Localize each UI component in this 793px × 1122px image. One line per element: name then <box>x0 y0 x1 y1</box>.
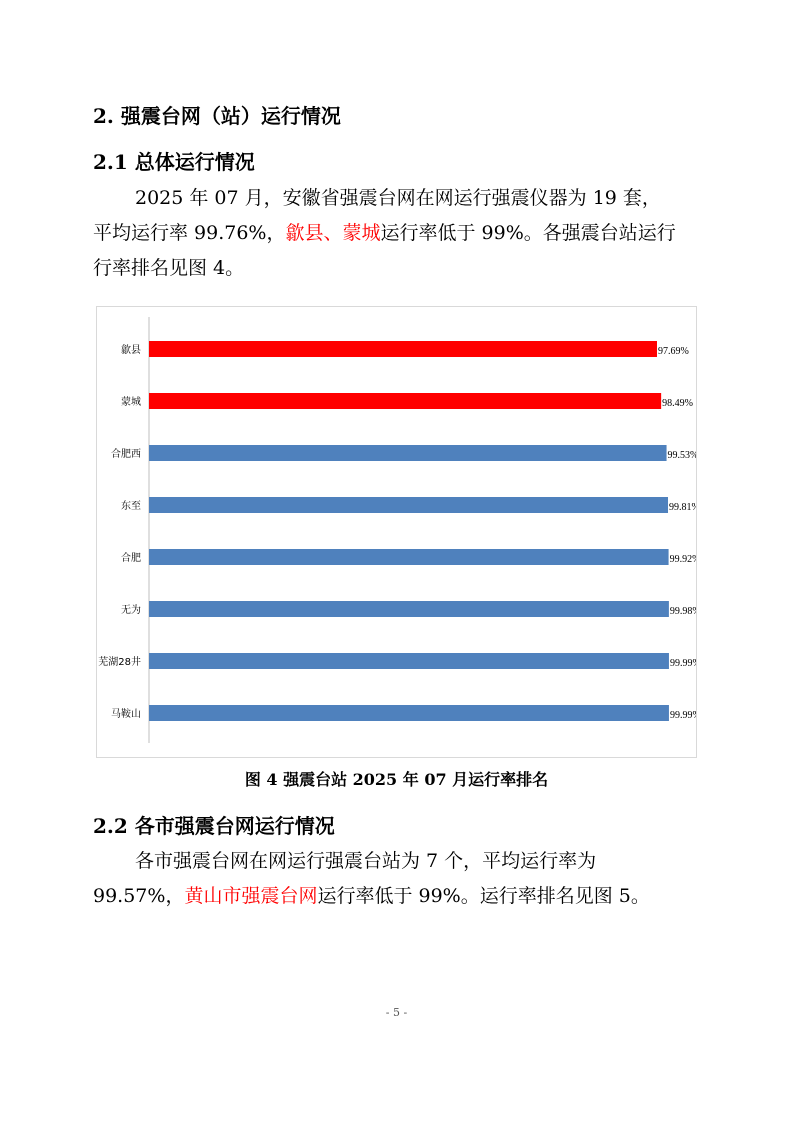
data-label: 99.98 <box>669 606 693 617</box>
category-label: 芜湖28井 <box>98 657 141 668</box>
paragraph-line: 各市强震台网在网运行强震台站为 7 个，平均运行率为 <box>135 850 597 872</box>
category-label: 蒙城 <box>121 397 141 408</box>
bar-0 <box>149 341 657 357</box>
bar-6 <box>149 653 669 669</box>
data-label: 99.92 <box>669 554 693 565</box>
page-number: - 5 - <box>385 1006 408 1019</box>
bar-5 <box>149 601 669 617</box>
category-label: 合肥西 <box>111 449 141 460</box>
figure-4-caption: 图 4 强震台站 2025 年 07 月运行率排名 <box>244 770 549 789</box>
data-label: 98.49% <box>662 398 693 409</box>
text-run: 运行率低于 99%。运行率排名见图 5。 <box>317 885 650 907</box>
data-label: 99.99 <box>669 710 693 721</box>
paragraph-line <box>93 879 703 914</box>
paragraph-line: 2025 年 07 月，安徽省强震台网在网运行强震仪器为 19 套， <box>135 187 661 209</box>
ranking-bar-chart <box>97 307 696 757</box>
data-label: 97.69% <box>657 346 689 357</box>
bar-3 <box>149 497 668 513</box>
text-run: 运行率低于 99%。各强震台站运行 <box>380 222 676 244</box>
category-label: 马鞍山 <box>111 709 141 720</box>
bar-1 <box>149 393 661 409</box>
highlight-stations: 歙县、蒙城 <box>285 222 381 244</box>
paragraph-line <box>93 216 703 251</box>
section-heading-2: 2. 强震台网（站）运行情况 <box>93 104 341 128</box>
paragraph-city <box>93 844 703 914</box>
paragraph-overall <box>93 181 703 286</box>
section-heading-2-2: 2.2 各市强震台网运行情况 <box>93 814 335 838</box>
text-run: 平均运行率 99.76%， <box>93 222 286 244</box>
section-heading-2-1: 2.1 总体运行情况 <box>93 150 255 174</box>
figure-4-chart-frame <box>96 306 697 758</box>
bar-4 <box>149 549 669 565</box>
data-label: 99.53% <box>667 450 696 461</box>
category-label: 无为 <box>121 605 141 616</box>
category-label: 合肥 <box>121 553 141 564</box>
bar-7 <box>149 705 669 721</box>
text-run: 99.57%， <box>93 885 185 907</box>
category-label: 歙县 <box>121 345 141 356</box>
data-label: 99.81 <box>669 502 692 513</box>
bar-2 <box>149 445 667 461</box>
data-label: 99.99 <box>669 658 693 669</box>
category-label: 东至 <box>121 501 141 512</box>
paragraph-line: 行率排名见图 4。 <box>93 257 245 279</box>
highlight-city-network: 黄山市强震台网 <box>184 885 318 907</box>
